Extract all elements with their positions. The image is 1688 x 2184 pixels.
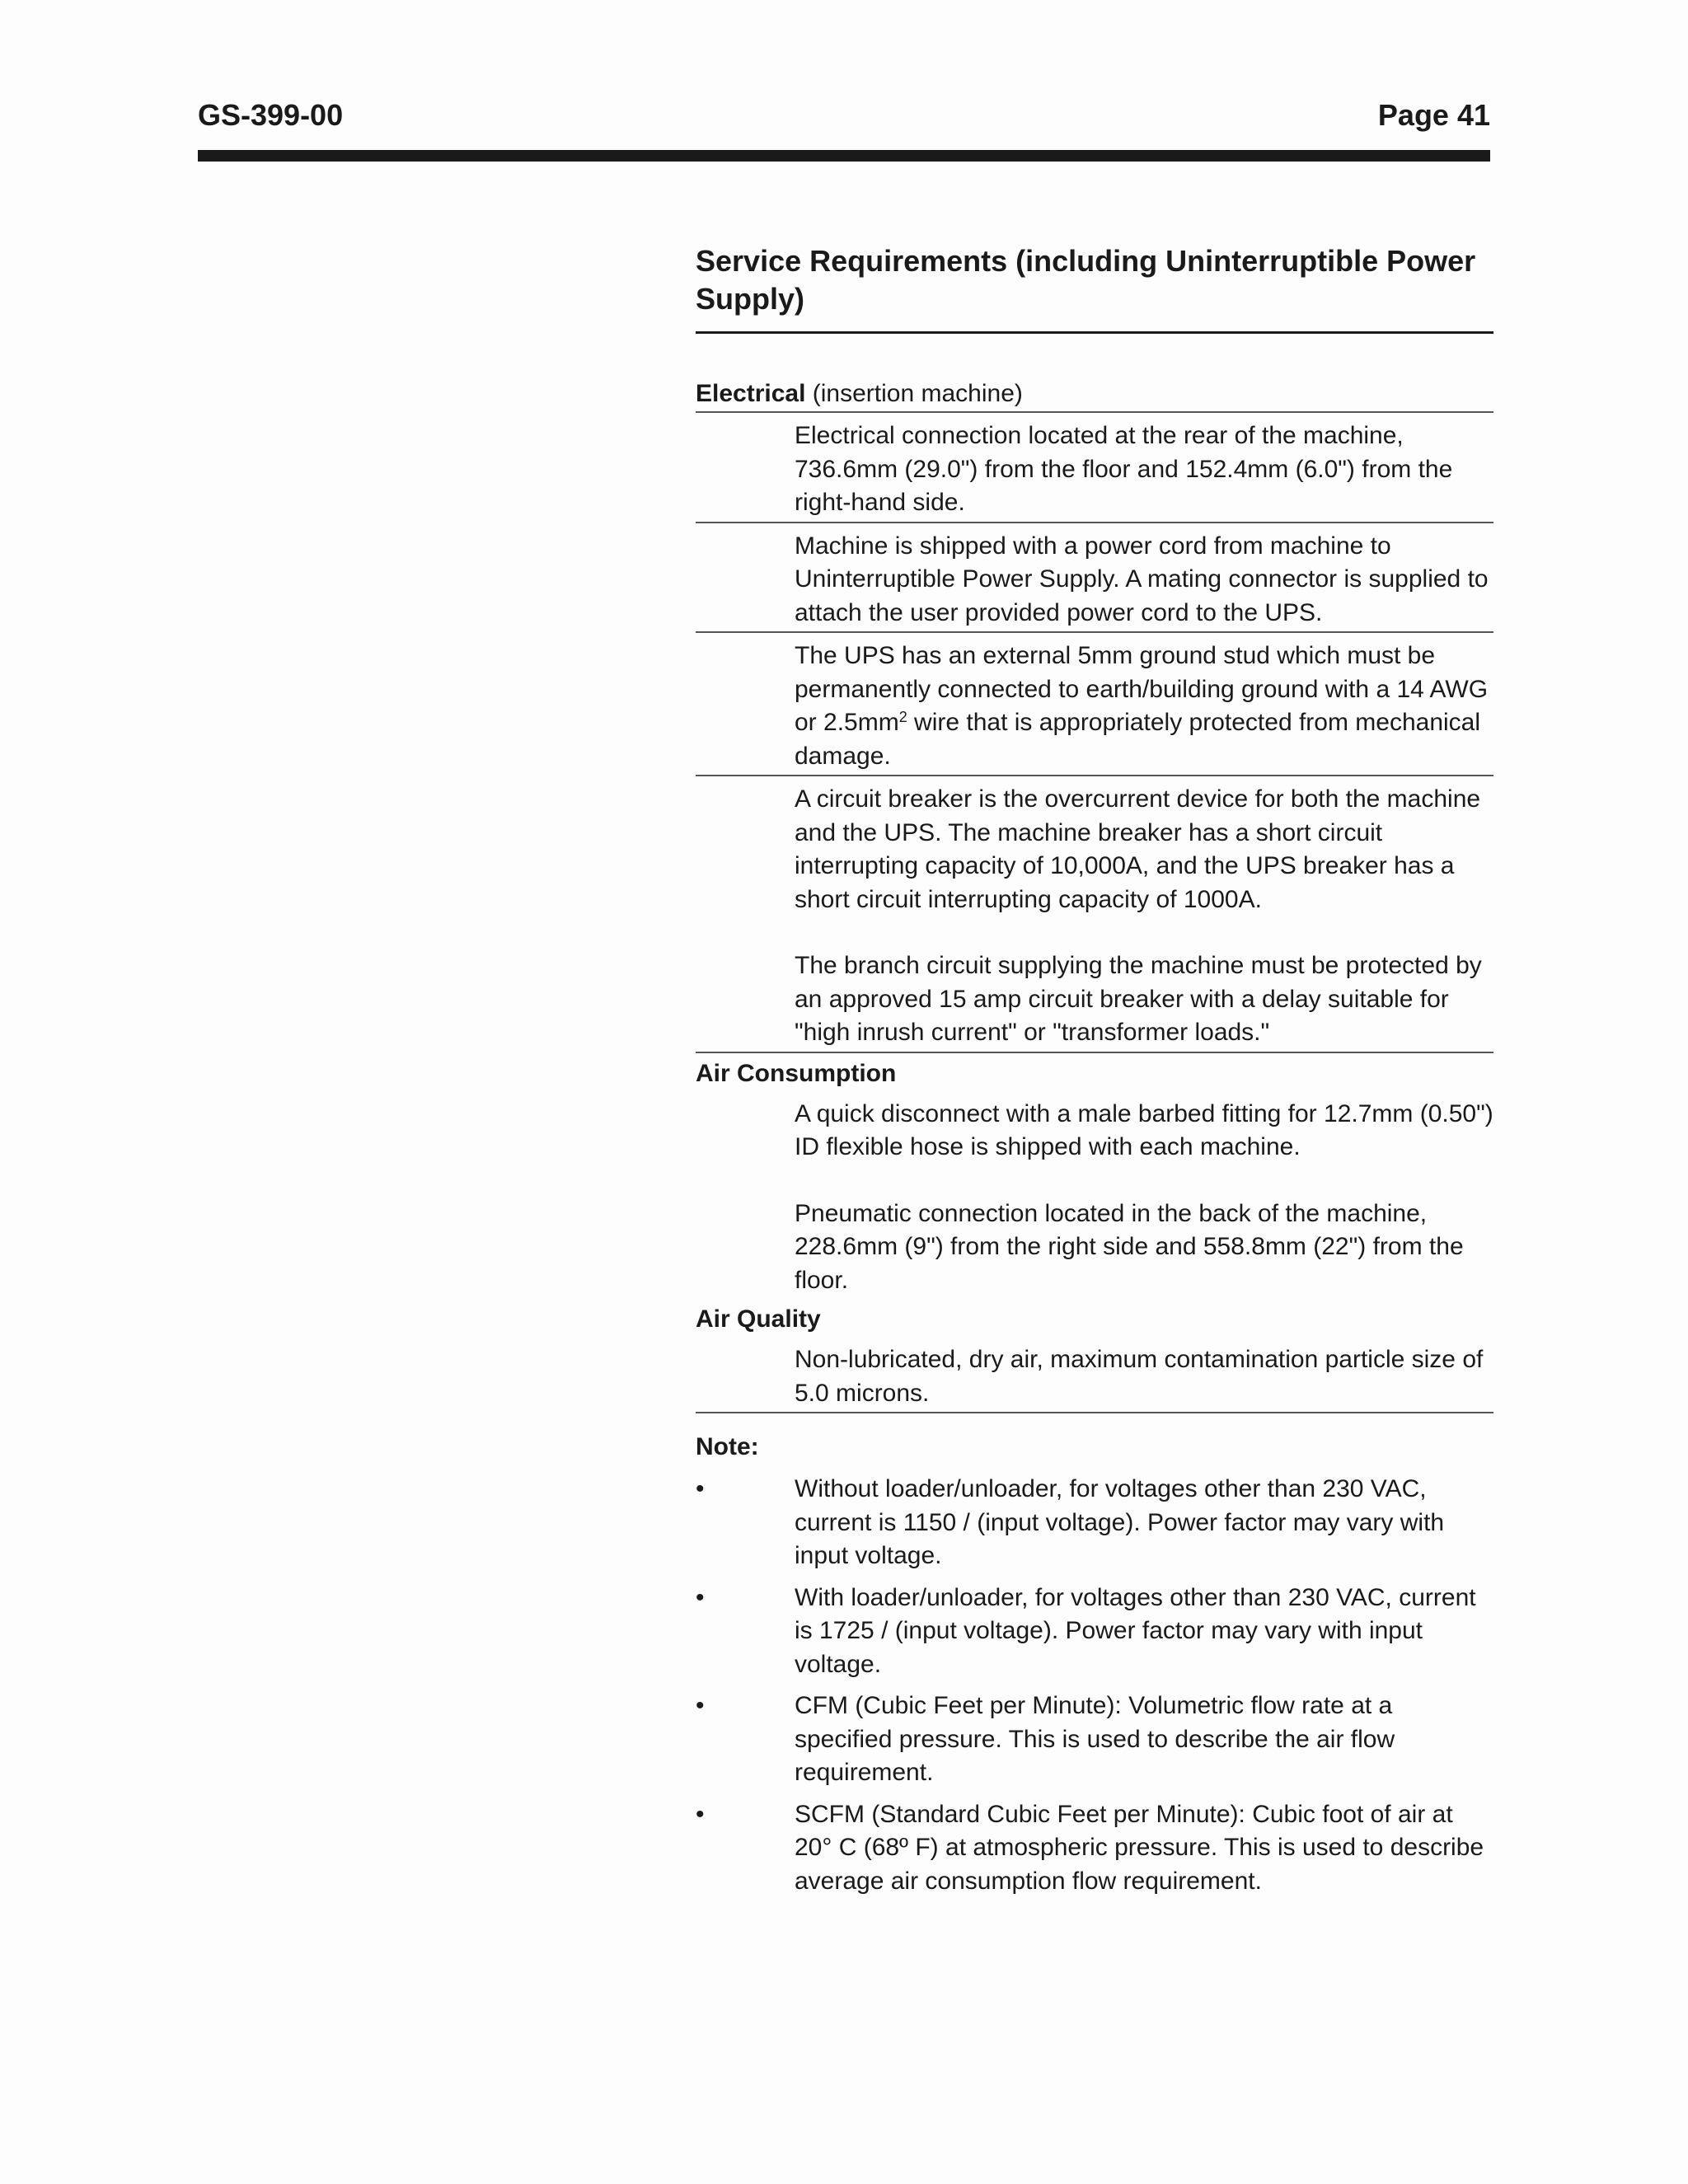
- note-bullet: [696, 1690, 1493, 1790]
- quick-disconnect-text: A quick disconnect with a male barbed fitting for 12.7mm (0.50") ID flexible hose is shipped with each machine.: [795, 1099, 1493, 1160]
- note-bullet: [696, 1798, 1493, 1899]
- note-bullet-text: CFM (Cubic Feet per Minute): Volumetric flow rate at a specified pressure. This is used to describe the air flow requirement.: [795, 1692, 1395, 1786]
- document-number: GS-399-00: [198, 98, 344, 132]
- circuit-breaker-text: A circuit breaker is the overcurrent device for both the machine and the UPS. The machine breaker has a short circuit interrupting capacity of 10,000A, and the UPS breaker has a short circuit interrupting capacity of 1000A.: [795, 785, 1481, 913]
- note-bullet: [696, 1473, 1493, 1573]
- note-bullet-text: SCFM (Standard Cubic Feet per Minute): Cubic foot of air at 20° C (68º F) at atmospheric pressure. This is used to describe average air consumption flow requirement.: [795, 1800, 1484, 1895]
- section-title: Service Requirements (including Uninterruptible Power Supply): [696, 242, 1493, 334]
- main-content: [696, 242, 1493, 1898]
- superscript-2: 2: [898, 709, 907, 725]
- bullet-icon: •: [696, 1800, 705, 1828]
- bullet-icon: •: [696, 1583, 705, 1611]
- air-quality-item: [696, 1337, 1493, 1413]
- air-consumption-item: [696, 1091, 1493, 1300]
- air-consumption-heading: Air Consumption: [696, 1059, 897, 1087]
- air-quality-heading: Air Quality: [696, 1305, 821, 1333]
- note-bullet: [696, 1582, 1493, 1682]
- page-header: [198, 95, 1490, 136]
- power-cord-text: Machine is shipped with a power cord from machine to Uninterruptible Power Supply. A mating connector is supplied to attach the user provided power cord to the UPS.: [795, 532, 1489, 626]
- electrical-connection-text: Electrical connection located at the rear of the machine, 736.6mm (29.0") from the floor and 152.4mm (6.0") from the right-hand side.: [795, 422, 1453, 516]
- bullet-icon: •: [696, 1475, 705, 1502]
- electrical-heading-label: Electrical: [696, 380, 806, 407]
- note-heading: Note:: [696, 1433, 759, 1460]
- air-quality-text: Non-lubricated, dry air, maximum contamination particle size of 5.0 microns.: [795, 1346, 1484, 1407]
- note-bullet-text: Without loader/unloader, for voltages other than 230 VAC, current is 1150 / (input voltage). Power factor may vary with input voltage.: [795, 1475, 1445, 1569]
- header-rule: [198, 150, 1490, 162]
- electrical-item: [696, 413, 1493, 523]
- branch-circuit-text: The branch circuit supplying the machine must be protected by an approved 15 amp circuit breaker with a delay suitable for "high inrush current" or "transformer loads.": [795, 952, 1482, 1046]
- page-number: Page 41: [1377, 98, 1490, 132]
- electrical-item: [696, 633, 1493, 776]
- electrical-heading: [696, 373, 1493, 413]
- ground-stud-text: The UPS has an external 5mm ground stud which must be permanently connected to earth/building ground with a 14 AWG or $2.5mm^2$ wire that is appropriately protected from mechanical damage.: [795, 642, 1489, 770]
- pneumatic-connection-text: Pneumatic connection located in the back of the machine, 228.6mm (9") from the right side and 558.8mm (22") from the floor.: [795, 1199, 1464, 1294]
- note-bullet-text: With loader/unloader, for voltages other than 230 VAC, current is 1725 / (input voltage). Power factor may vary with input voltage.: [795, 1583, 1476, 1678]
- electrical-item: [696, 523, 1493, 634]
- electrical-item: [696, 776, 1493, 1053]
- electrical-subheading: (insertion machine): [812, 380, 1023, 407]
- bullet-icon: •: [696, 1692, 705, 1719]
